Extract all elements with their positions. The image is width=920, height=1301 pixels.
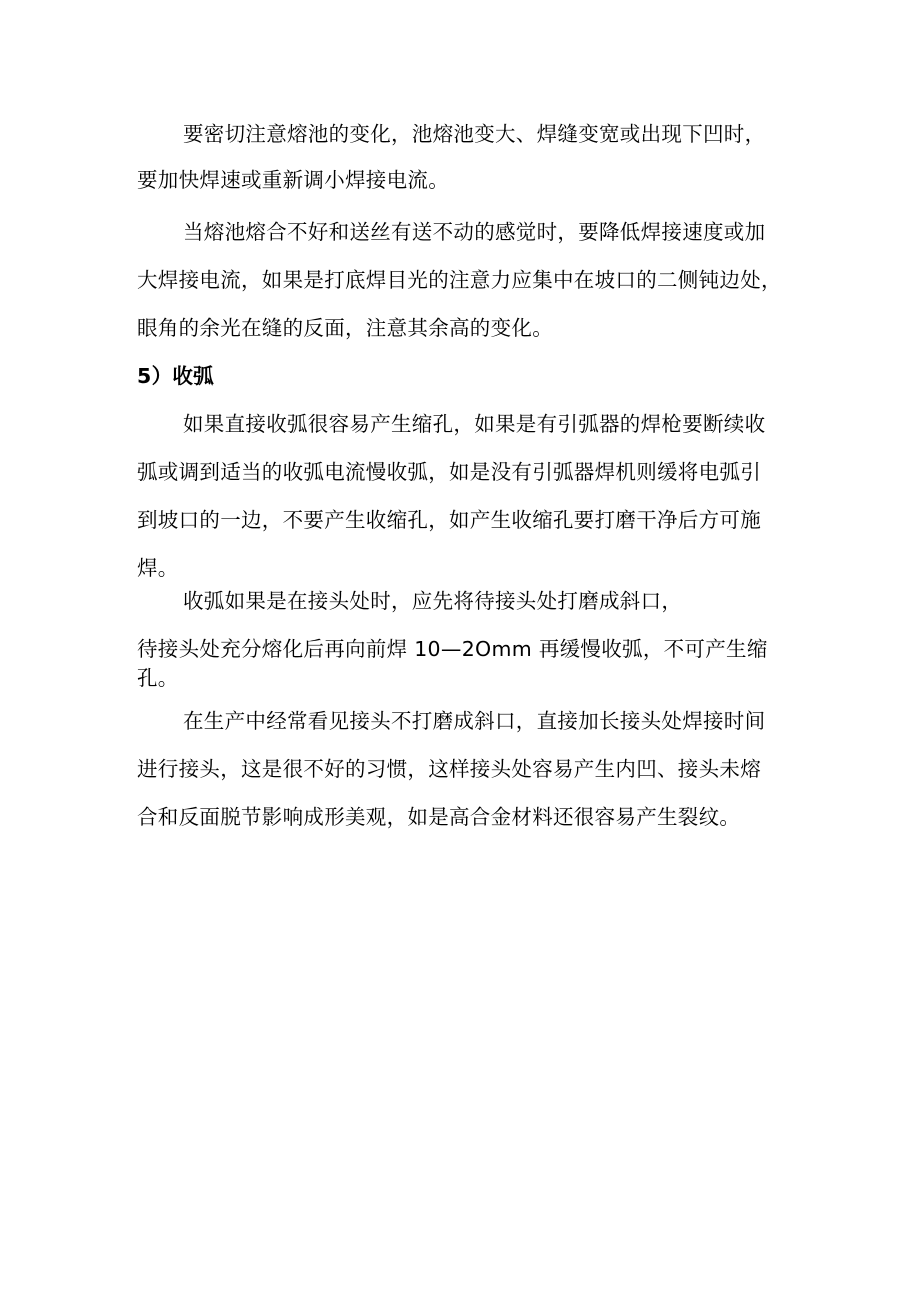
paragraph-4-line-2: 待接头处充分熔化后再向前焊 10—2Omm 再缓慢收弧，不可产生缩 [137, 637, 768, 661]
paragraph-4-line-1: 收弧如果是在接头处时，应先将待接头处打磨成斜口， [183, 589, 683, 613]
paragraph-4-line-3: 孔。 [137, 666, 179, 690]
paragraph-1-line-2: 要加快焊速或重新调小焊接电流。 [137, 168, 449, 192]
paragraph-3-line-1: 如果直接收弧很容易产生缩孔，如果是有引弧器的焊枪要断续收 [183, 412, 766, 436]
paragraph-5-line-2: 进行接头，这是很不好的习惯，这样接头处容易产生内凹、接头未熔 [137, 757, 761, 781]
paragraph-3-line-3: 到坡口的一边，不要产生收缩孔，如产生收缩孔要打磨干净后方可施 [137, 508, 761, 532]
paragraph-2-line-1: 当熔池熔合不好和送丝有送不动的感觉时，要降低焊接速度或加 [183, 220, 766, 244]
paragraph-2-line-2: 大焊接电流，如果是打底焊目光的注意力应集中在坡口的二侧钝边处， [137, 268, 782, 292]
section-heading: 5）收弧 [137, 364, 214, 388]
paragraph-3-line-2: 弧或调到适当的收弧电流慢收弧，如是没有引弧器焊机则缓将电弧引 [137, 460, 761, 484]
paragraph-2-line-3: 眼角的余光在缝的反面，注意其余高的变化。 [137, 316, 553, 340]
paragraph-1-line-1: 要密切注意熔池的变化，池熔池变大、焊缝变宽或出现下凹时， [183, 122, 766, 146]
paragraph-5-line-1: 在生产中经常看见接头不打磨成斜口，直接加长接头处焊接时间 [183, 709, 766, 733]
paragraph-5-line-3: 合和反面脱节影响成形美观，如是高合金材料还很容易产生裂纹。 [137, 805, 741, 829]
paragraph-3-line-4: 焊。 [137, 556, 179, 580]
